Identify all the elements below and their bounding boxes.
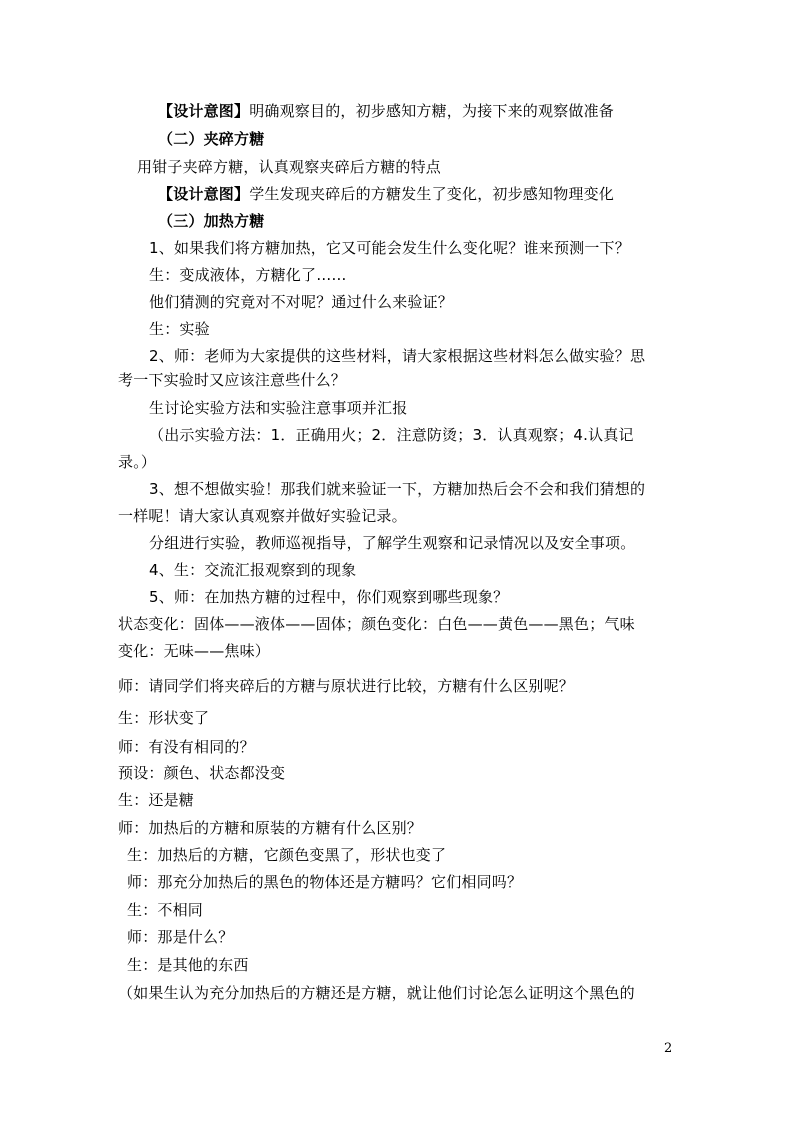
body-text: 生：是其他的东西 [127, 956, 249, 974]
body-text: 生讨论实验方法和实验注意事项并汇报 [149, 399, 408, 417]
body-text: 3、想不想做实验！那我们就来验证一下，方糖加热后会不会和我们猜想的 [149, 480, 646, 498]
text-line [149, 479, 645, 499]
text-line [118, 708, 209, 728]
text-line [118, 983, 635, 1003]
text-line [158, 211, 264, 231]
text-line [149, 346, 645, 366]
text-line [137, 157, 441, 177]
body-text: 他们猜测的究竟对不对呢？通过什么来验证？ [149, 293, 454, 311]
body-text: 生：变成液体，方糖化了…… [149, 266, 347, 284]
bold-text: （二）夹碎方糖 [158, 130, 265, 148]
body-text: 师：请同学们将夹碎后的方糖与原状进行比较，方糖有什么区别呢？ [118, 677, 575, 695]
body-text: 师：那充分加热后的黑色的物体还是方糖吗？它们相同吗？ [127, 873, 523, 891]
body-text: （如果生认为充分加热后的方糖还是方糖，就让他们讨论怎么证明这个黑色的 [118, 984, 635, 1002]
body-text: 师：加热后的方糖和原装的方糖有什么区别？ [118, 819, 423, 837]
body-text: 预设：颜色、状态都没变 [118, 764, 286, 782]
text-line [118, 737, 255, 757]
bold-text: 【设计意图】 [158, 102, 250, 120]
page-number: 2 [664, 1041, 673, 1056]
body-text: 状态变化：固体——液体——固体；颜色变化：白色——黄色——黑色；气味 [118, 615, 635, 633]
text-line [158, 184, 614, 204]
text-line [127, 900, 203, 920]
body-text: （出示实验方法：1．正确用火；2．注意防烫；3．认真观察；4.认真记 [149, 426, 634, 444]
body-text: 考一下实验时又应该注意些什么？ [118, 371, 347, 389]
text-line [149, 265, 347, 285]
body-text: 师：有没有相同的？ [118, 738, 255, 756]
body-text: 生：实验 [149, 320, 210, 338]
text-line [127, 845, 446, 865]
body-text: 明确观察目的，初步感知方糖，为接下来的观察做准备 [249, 102, 615, 120]
body-text: 5、师：在加热方糖的过程中，你们观察到哪些现象？ [149, 588, 509, 606]
text-line [118, 790, 194, 810]
body-text: 师：那是什么？ [127, 928, 234, 946]
text-line [149, 587, 508, 607]
text-line [149, 425, 634, 445]
body-text: 录。） [118, 453, 157, 471]
text-line [118, 818, 422, 838]
bold-text: 【设计意图】 [158, 185, 250, 203]
text-line [118, 763, 285, 783]
body-text: 分组进行实验，教师巡视指导，了解学生观察和记录情况以及安全事项。 [149, 534, 636, 552]
text-line [158, 129, 264, 149]
text-line [149, 560, 356, 580]
text-line [149, 238, 630, 258]
text-line [158, 101, 614, 121]
text-line [118, 506, 407, 526]
body-text: 生：还是糖 [118, 791, 195, 809]
body-text: 生：不相同 [127, 901, 204, 919]
body-text: 4、生：交流汇报观察到的现象 [149, 561, 357, 579]
body-text: 1、如果我们将方糖加热，它又可能会发生什么变化呢？谁来预测一下？ [149, 239, 630, 257]
text-line [149, 533, 635, 553]
text-line [127, 955, 249, 975]
body-text: 2、师：老师为大家提供的这些材料，请大家根据这些材料怎么做实验？思 [149, 347, 646, 365]
text-line [118, 452, 156, 472]
text-line [118, 614, 635, 634]
text-line [127, 927, 233, 947]
text-line [118, 641, 270, 661]
text-line [118, 676, 574, 696]
body-text: 一样呢！请大家认真观察并做好实验记录。 [118, 507, 407, 525]
text-line [149, 319, 210, 339]
text-line [149, 292, 453, 312]
body-text: 生：形状变了 [118, 709, 210, 727]
text-line [127, 872, 522, 892]
text-line [118, 370, 346, 390]
bold-text: （三）加热方糖 [158, 212, 265, 230]
body-text: 变化：无味——焦味） [118, 642, 271, 660]
body-text: 生：加热后的方糖，它颜色变黑了，形状也变了 [127, 846, 447, 864]
body-text: 用钳子夹碎方糖，认真观察夹碎后方糖的特点 [137, 158, 442, 176]
body-text: 学生发现夹碎后的方糖发生了变化，初步感知物理变化 [249, 185, 615, 203]
text-line [149, 398, 407, 418]
